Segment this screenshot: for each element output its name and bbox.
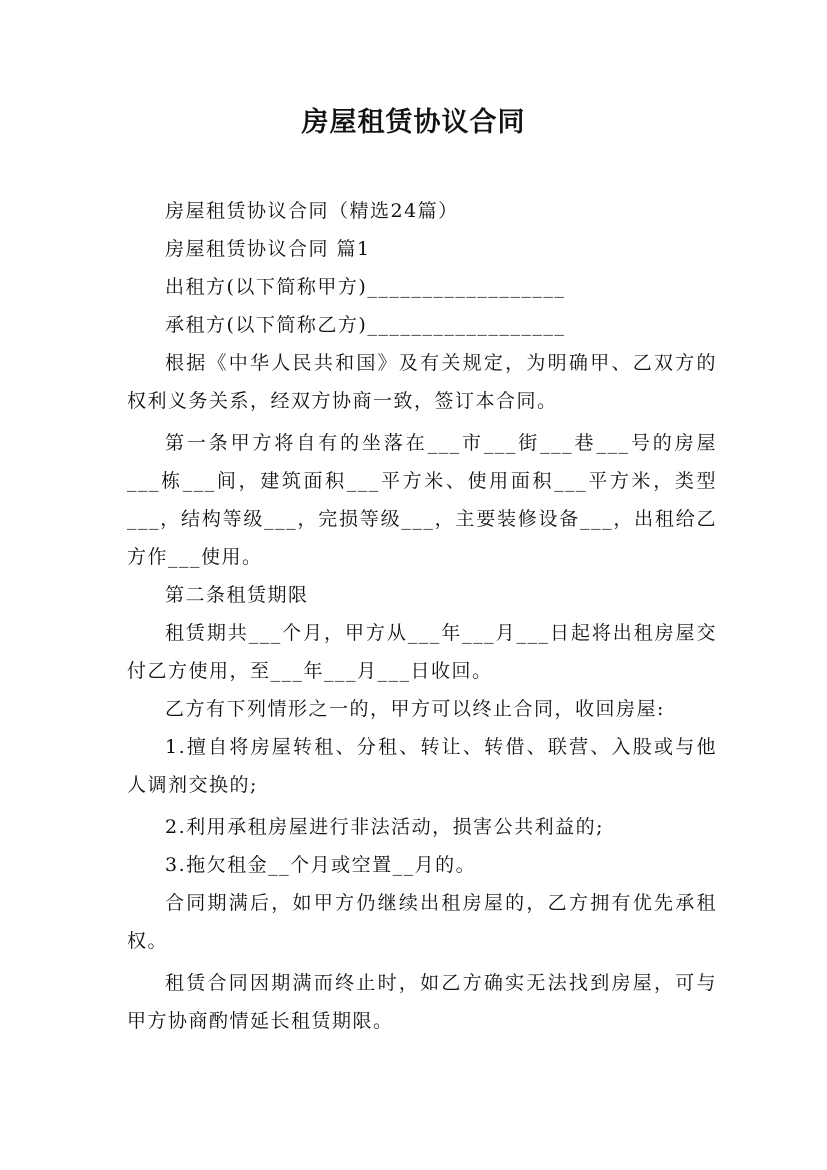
paragraph-lessor: 出租方(以下简称甲方)__________________ bbox=[165, 276, 566, 298]
paragraph-renewal-priority: 合同期满后，如甲方仍继续出租房屋的，乙方拥有优先承租权。 bbox=[127, 892, 717, 952]
paragraph-subtitle: 房屋租赁协议合同（精选24篇） bbox=[165, 200, 459, 222]
paragraph-termination-conditions: 乙方有下列情形之一的，甲方可以终止合同，收回房屋: bbox=[165, 698, 665, 720]
paragraph-condition-2: 2.利用承租房屋进行非法活动，损害公共利益的; bbox=[165, 816, 605, 838]
paragraph-article-2-heading: 第二条租赁期限 bbox=[165, 584, 309, 606]
paragraph-condition-3: 3.拖欠租金__个月或空置__月的。 bbox=[165, 854, 477, 876]
document-title: 房屋租赁协议合同 bbox=[301, 107, 526, 138]
paragraph-extension: 租赁合同因期满而终止时，如乙方确实无法找到房屋，可与甲方协商酌情延长租赁期限。 bbox=[127, 972, 717, 1032]
paragraph-condition-1: 1.擅自将房屋转租、分租、转让、转借、联营、入股或与他人调剂交换的; bbox=[127, 736, 717, 796]
paragraph-section-heading: 房屋租赁协议合同 篇1 bbox=[165, 238, 371, 260]
paragraph-preamble: 根据《中华人民共和国》及有关规定，为明确甲、乙双方的权利义务关系，经双方协商一致，签订本合同。 bbox=[127, 352, 717, 412]
document-body bbox=[127, 192, 717, 1040]
paragraph-article-1: 第一条甲方将自有的坐落在___市___街___巷___号的房屋___栋___间，建筑面积___平方米、使用面积___平方米，类型___，结构等级___，完损等级___，主要装修设备___，出租给乙方作___使用。 bbox=[127, 432, 717, 568]
paragraph-lessee: 承租方(以下简称乙方)__________________ bbox=[165, 314, 566, 336]
paragraph-lease-term: 租赁期共___个月，甲方从___年___月___日起将出租房屋交付乙方使用，至___年___月___日收回。 bbox=[127, 622, 717, 682]
